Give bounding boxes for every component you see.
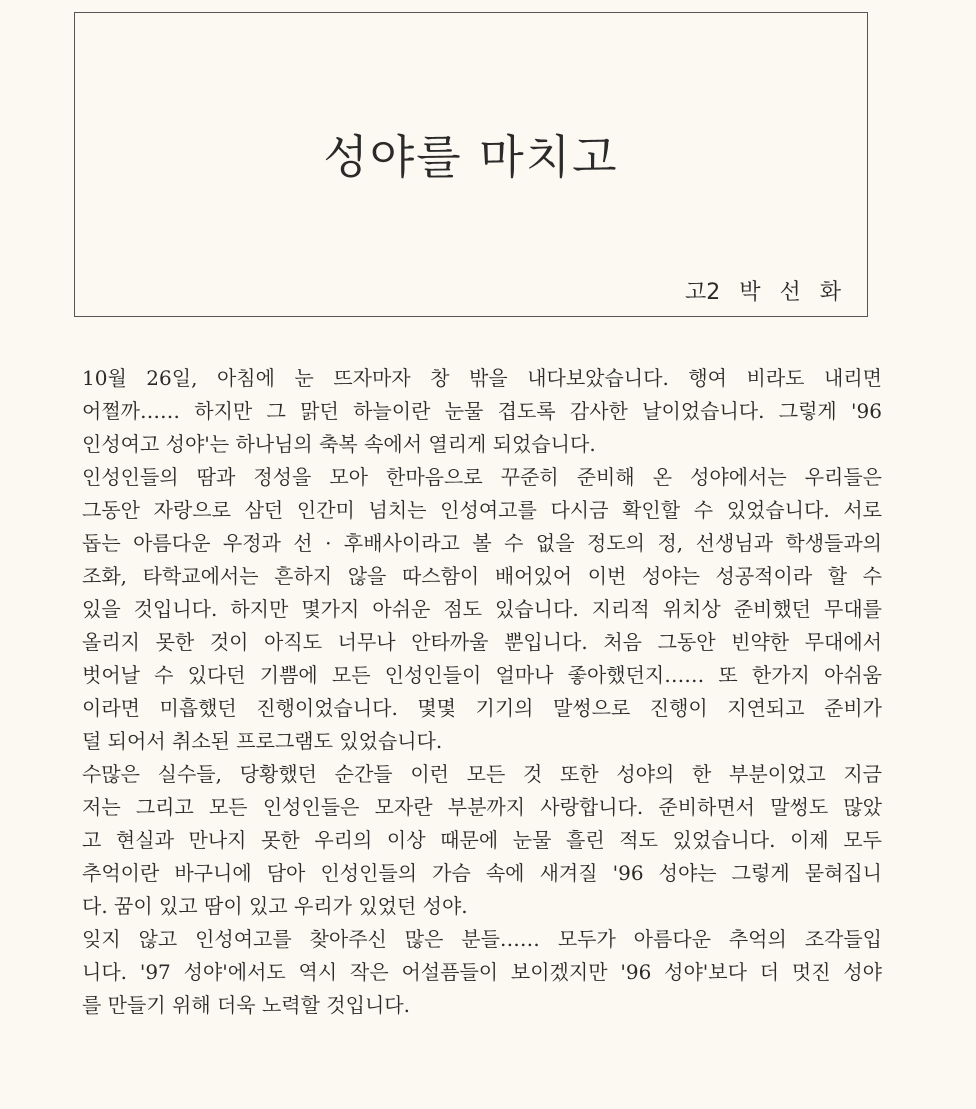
body-line: 인성여고 성야'는 하나님의 축복 속에서 열리게 되었습니다. <box>82 432 596 456</box>
body-line: 있을 것입니다. 하지만 몇가지 아쉬운 점도 있습니다. 지리적 위치상 준비했던 무대를 <box>82 597 882 621</box>
body-line: 그동안 자랑으로 삼던 인간미 넘치는 인성여고를 다시금 확인할 수 있었습니다. 서로 <box>82 498 882 522</box>
title-box <box>74 12 868 317</box>
body-line: 인성인들의 땀과 정성을 모아 한마음으로 꾸준히 준비해 온 성야에서는 우리들은 <box>82 465 882 489</box>
article-body <box>82 362 882 1022</box>
body-line: 추억이란 바구니에 담아 인성인들의 가슴 속에 새겨질 '96 성야는 그렇게 묻혀집니 <box>82 861 882 885</box>
body-line: 조화, 타학교에서는 흔하지 않을 따스함이 배어있어 이번 성야는 성공적이라 할 수 <box>82 564 882 588</box>
body-line: 올리지 못한 것이 아직도 너무나 안타까울 뿐입니다. 처음 그동안 빈약한 무대에서 <box>82 630 882 654</box>
body-line: 벗어날 수 있다던 기쁨에 모든 인성인들이 얼마나 좋아했던지…… 또 한가지 아쉬움 <box>82 663 882 687</box>
body-line: 이라면 미흡했던 진행이었습니다. 몇몇 기기의 말썽으로 진행이 지연되고 준비가 <box>82 696 882 720</box>
body-line: 다. 꿈이 있고 땀이 있고 우리가 있었던 성야. <box>82 894 468 918</box>
body-line: 를 만들기 위해 더욱 노력할 것입니다. <box>82 993 410 1017</box>
body-line: 저는 그리고 모든 인성인들은 모자란 부분까지 사랑합니다. 준비하면서 말썽도 많았 <box>82 795 882 819</box>
body-line: 돕는 아름다운 우정과 선 · 후배사이라고 볼 수 없을 정도의 정, 선생님과 학생들과의 <box>82 531 882 555</box>
article-title: 성야를 마치고 <box>323 130 619 184</box>
body-line: 어쩔까…… 하지만 그 맑던 하늘이란 눈물 겹도록 감사한 날이었습니다. 그렇게 '96 <box>82 399 882 423</box>
body-line: 덜 되어서 취소된 프로그램도 있었습니다. <box>82 729 443 753</box>
body-line: 수많은 실수들, 당황했던 순간들 이런 모든 것 또한 성야의 한 부분이었고 지금 <box>82 762 882 786</box>
body-line: 고 현실과 만나지 못한 우리의 이상 때문에 눈물 흘린 적도 있었습니다. 이제 모두 <box>82 828 882 852</box>
body-line: 잊지 않고 인성여고를 찾아주신 많은 분들…… 모두가 아름다운 추억의 조각들입 <box>82 927 882 951</box>
body-line: 10월 26일, 아침에 눈 뜨자마자 창 밖을 내다보았습니다. 행여 비라도 내리면 <box>82 366 882 390</box>
body-line: 니다. '97 성야'에서도 역시 작은 어설픔들이 보이겠지만 '96 성야'보다 더 멋진 성야 <box>82 960 882 984</box>
author-byline: 고2 박 선 화 <box>685 280 841 305</box>
